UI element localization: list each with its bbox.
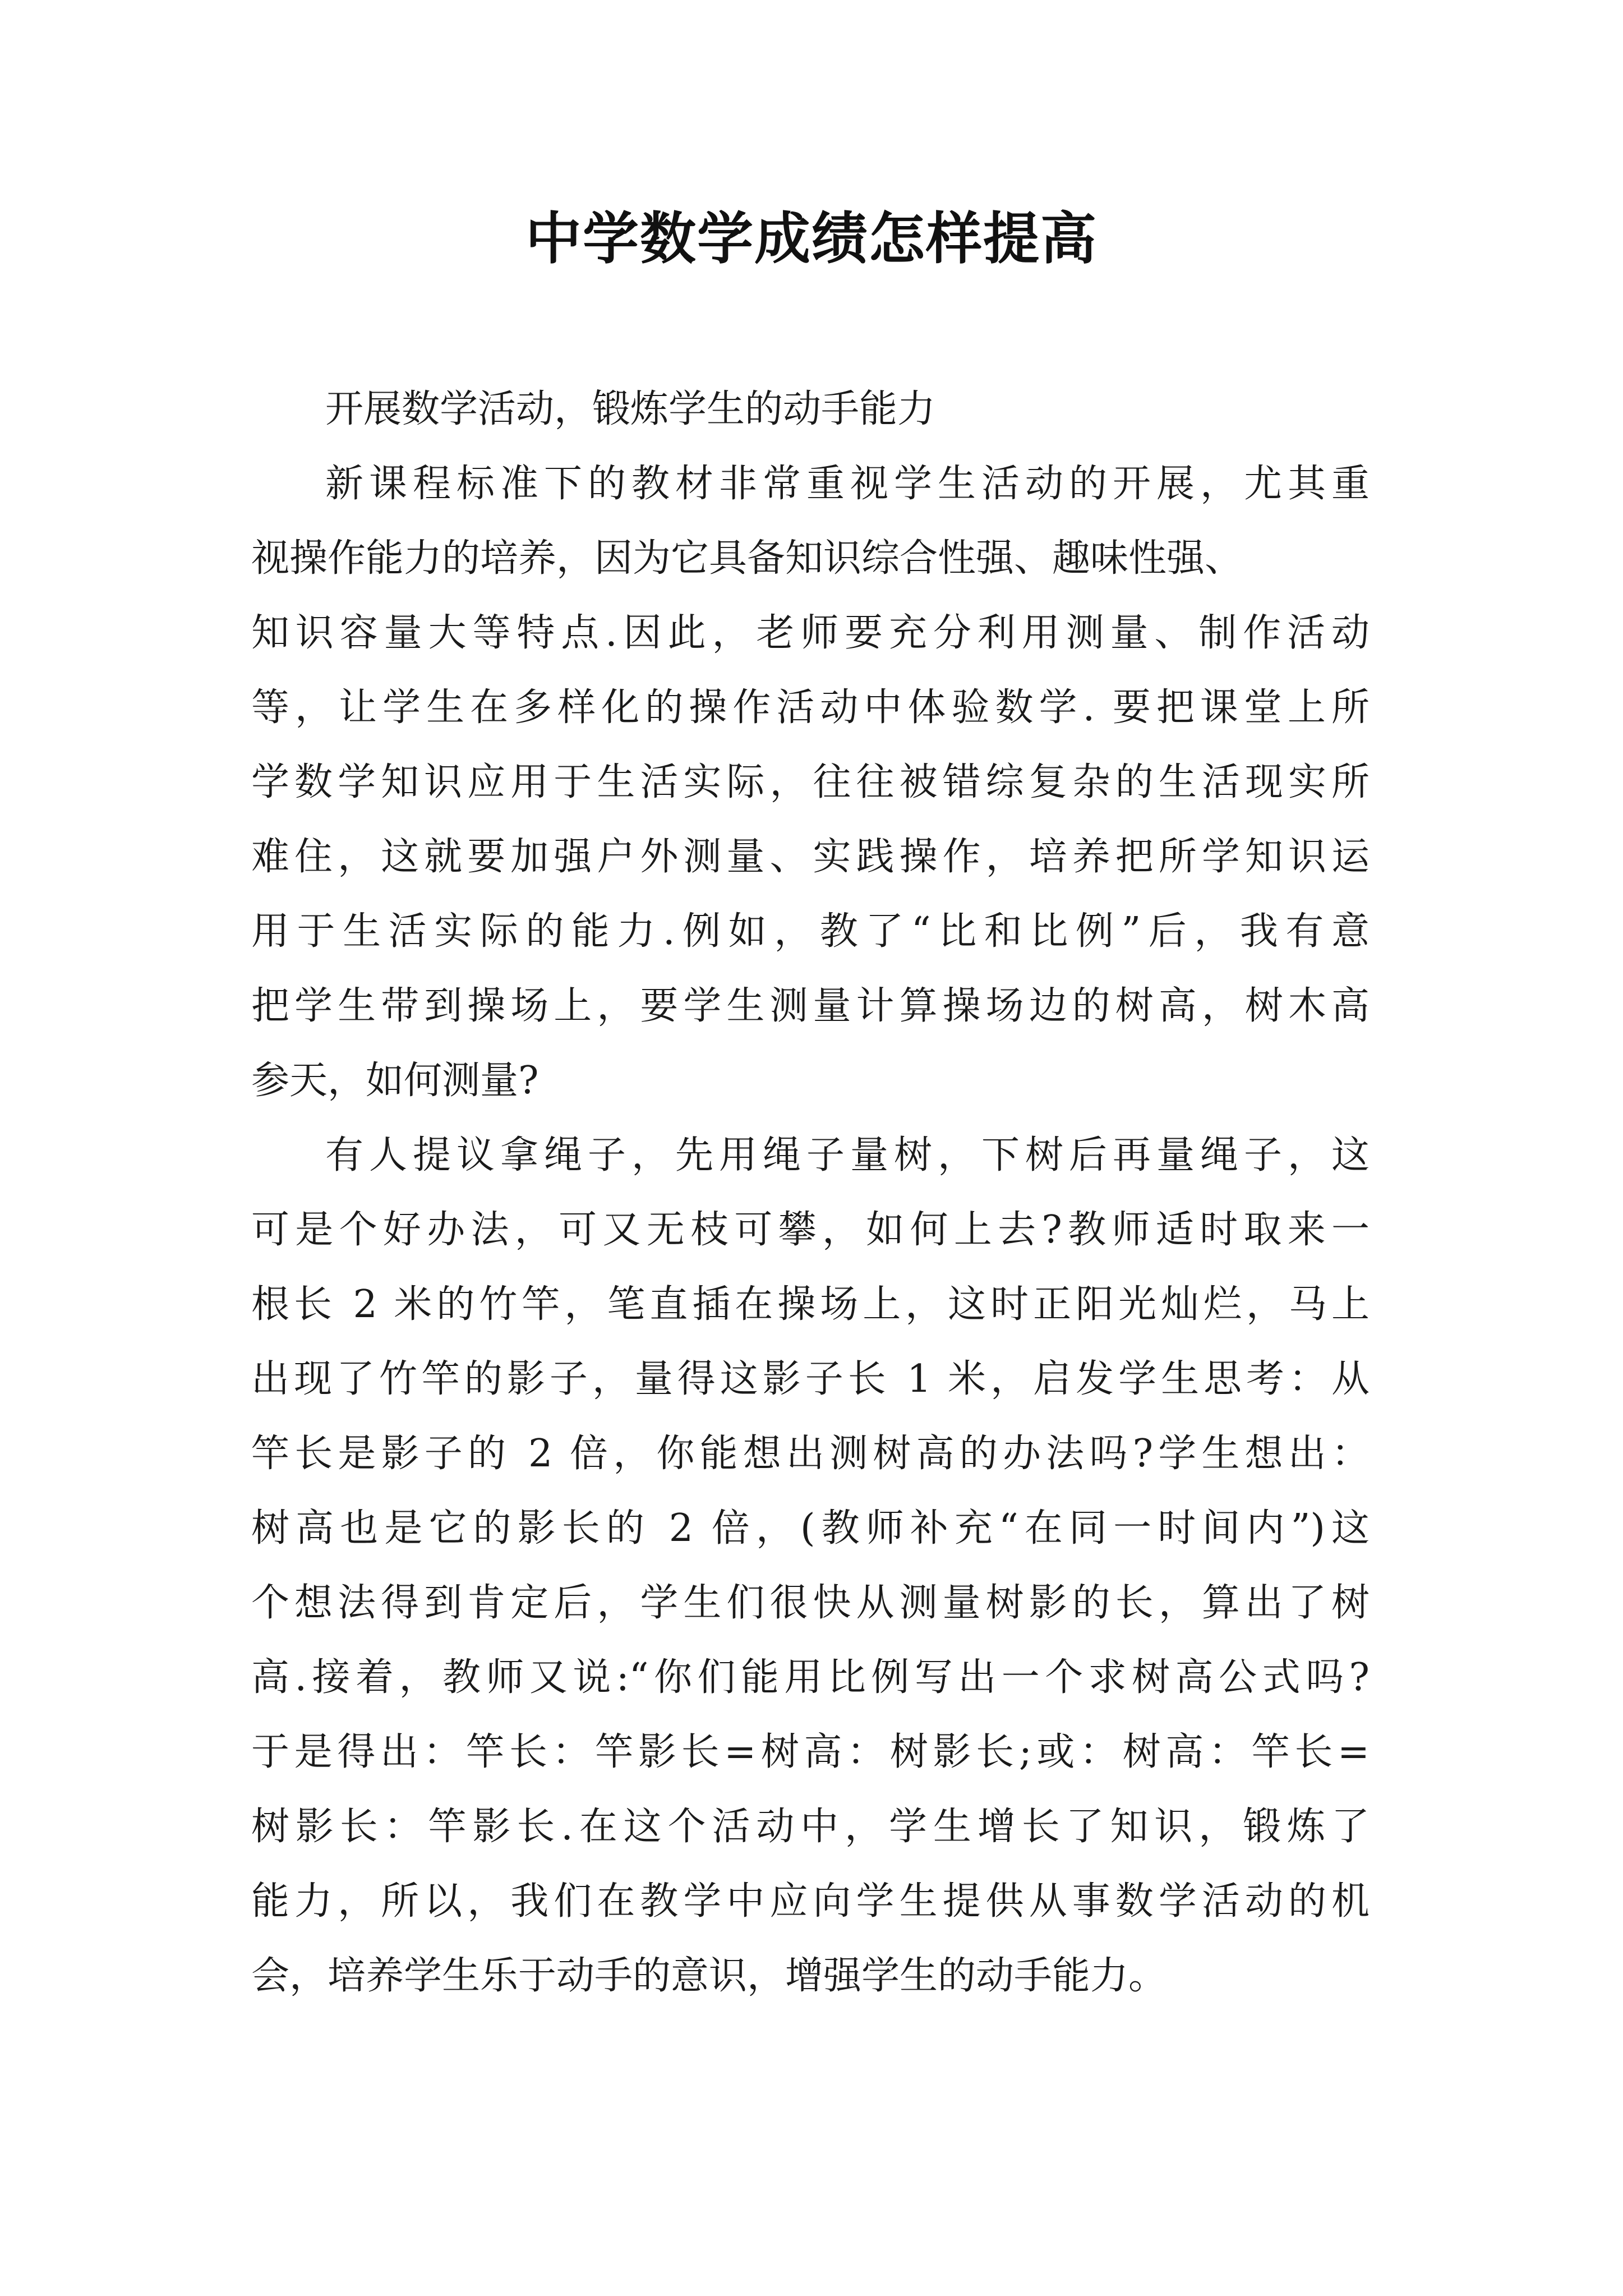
paragraph-line: 把学生带到操场上，要学生测量计算操场边的树高，树木高 (251, 984, 1370, 1028)
paragraph-line: 个想法得到肯定后，学生们很快从测量树影的长，算出了树 (251, 1581, 1370, 1625)
paragraph-line: 于是得出：竿长：竿影长=树高：树影长;或：树高：竿长= (251, 1730, 1370, 1774)
paragraph-line: 竿长是影子的 2 倍，你能想出测树高的办法吗?学生想出： (251, 1432, 1370, 1476)
paragraph-line: 树高也是它的影长的 2 倍，(教师补充“在同一时间内”)这 (251, 1506, 1370, 1550)
document-title: 中学数学成绩怎样提高 (525, 205, 1098, 272)
paragraph-line: 知识容量大等特点.因此，老师要充分利用测量、制作活动 (251, 611, 1370, 655)
paragraph-line: 有人提议拿绳子，先用绳子量树，下树后再量绳子，这 (325, 1133, 1370, 1177)
paragraph-line: 根长 2 米的竹竿，笔直插在操场上，这时正阳光灿烂，马上 (251, 1282, 1370, 1327)
paragraph-line: 可是个好办法，可又无枝可攀，如何上去?教师适时取来一 (251, 1208, 1370, 1252)
paragraph-line: 学数学知识应用于生活实际，往往被错综复杂的生活现实所 (251, 760, 1370, 804)
paragraph-line: 等，让学生在多样化的操作活动中体验数学. 要把课堂上所 (251, 685, 1370, 730)
paragraph-line: 高.接着，教师又说:“你们能用比例写出一个求树高公式吗? (251, 1655, 1370, 1700)
paragraph-line: 会，培养学生乐于动手的意识，增强学生的动手能力。 (251, 1954, 1167, 1998)
paragraph-line: 能力，所以，我们在教学中应向学生提供从事数学活动的机 (251, 1879, 1370, 1924)
paragraph-line: 难住，这就要加强户外测量、实践操作，培养把所学知识运 (251, 835, 1370, 879)
paragraph-line: 视操作能力的培养，因为它具备知识综合性强、趣味性强、 (251, 536, 1243, 581)
paragraph-line: 树影长：竿影长.在这个活动中，学生增长了知识，锻炼了 (251, 1805, 1370, 1849)
paragraph-line: 出现了竹竿的影子，量得这影子长 1 米，启发学生思考：从 (251, 1357, 1370, 1401)
paragraph-line: 新课程标准下的教材非常重视学生活动的开展，尤其重 (325, 462, 1370, 506)
paragraph-line: 参天，如何测量? (251, 1059, 539, 1103)
section-heading: 开展数学活动，锻炼学生的动手能力 (325, 387, 936, 431)
paragraph-line: 用于生活实际的能力.例如，教了“比和比例”后，我有意 (251, 909, 1370, 954)
